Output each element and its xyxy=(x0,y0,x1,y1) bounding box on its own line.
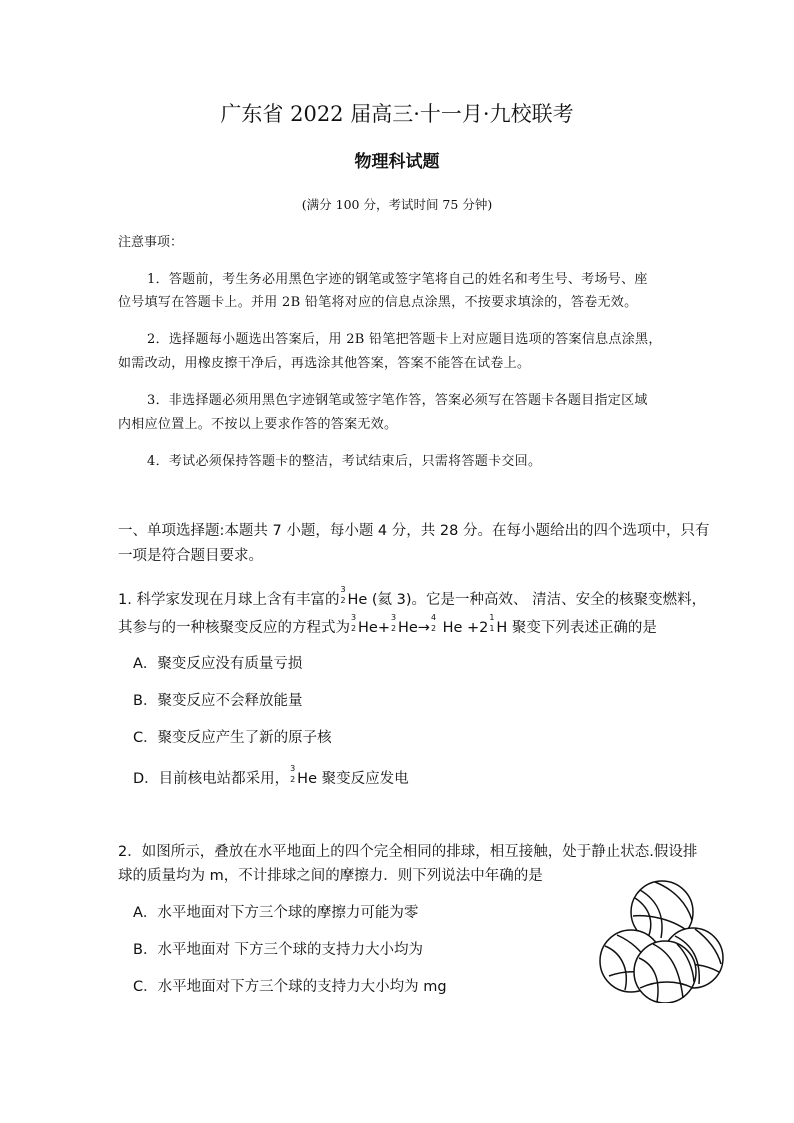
notes-heading: 注意事项： xyxy=(118,235,184,250)
question-2-line2: 球的质量均为 m，不计排球之间的摩擦力．则下列说法中年确的是 xyxy=(118,868,543,884)
note-line: 如需改动，用橡皮擦干净后，再选涂其他答案，答案不能答在试卷上。 xyxy=(118,356,531,371)
q2-option-c: C．水平地面对下方三个球的支持力大小均为 mg xyxy=(133,979,447,995)
nuclide-he3: 3 2 xyxy=(351,613,357,633)
nuclide-he3: 3 2 xyxy=(290,764,296,784)
note-line: 内相应位置上。不按以上要求作答的答案无效。 xyxy=(118,417,398,432)
exam-title: 广东省 2022 届高三·十一月·九校联考 xyxy=(220,102,574,126)
q2-option-a: A．水平地面对下方三个球的摩擦力可能为零 xyxy=(133,905,419,921)
note-line: 4．考试必须保持答题卡的整洁，考试结束后，只需将答题卡交回。 xyxy=(147,454,542,469)
nuclide-h1: 1 1 xyxy=(489,613,495,633)
question-1-line1: 1. 科学家发现在月球上含有丰富的 3 2 He (氦 3)。它是一种高效、 清洁、安全的核聚变燃料， xyxy=(118,585,707,608)
note-line: 2．选择题每小题选出答案后，用 2B 铅笔把答题卡上对应题目选项的答案信息点涂黑， xyxy=(147,332,662,347)
note-line: 1．答题前，考生务必用黑色字迹的钢笔或签字笔将自己的姓名和考生号、考场号、座 xyxy=(147,272,648,287)
question-1-line2: 其参与的一种核聚变反应的方程式为 3 2 He+ 3 2 He→ 4 2 He +2 1 1 H 聚变下列表述正确的是 xyxy=(118,613,657,636)
volleyball-stack-figure xyxy=(595,878,730,1003)
nuclide-he3: 3 2 xyxy=(390,613,397,633)
q1-option-c: C．聚变反应产生了新的原子核 xyxy=(133,730,332,746)
subject-title: 物理科试题 xyxy=(354,152,440,172)
nuclide-he3: 3 2 xyxy=(340,585,346,605)
score-info: (满分 100 分，考试时间 75 分钟) xyxy=(301,197,493,212)
q2-option-b: B．水平地面对 下方三个球的支持力大小均为 xyxy=(133,942,424,958)
volleyball-front xyxy=(634,941,696,1003)
section-heading-line2: 一项是符合题目要求。 xyxy=(118,548,263,564)
q1-option-d: D．目前核电站都采用， 3 2 He 聚变反应发电 xyxy=(133,764,409,787)
question-2-line1: 2．如图所示，叠放在水平地面上的四个完全相同的排球，相互接触，处于静止状态.假设排 xyxy=(118,844,698,860)
nuclide-he4: 4 2 xyxy=(430,613,437,633)
note-line: 3．非选择题必须用黑色字迹钢笔或签字笔作答，答案必须写在答题卡各题目指定区域 xyxy=(147,393,648,408)
q1-option-a: A．聚变反应没有质量亏损 xyxy=(133,656,303,672)
section-heading-line1: 一、单项选择题:本题共 7 小题，每小题 4 分，共 28 分。在每小题给出的四个选项中，只有 xyxy=(118,523,710,539)
q1-option-b: B．聚变反应不会释放能量 xyxy=(133,693,303,709)
note-line: 位号填写在答题卡上。并用 2B 铅笔将对应的信息点涂黑，不按要求填涂的，答卷无效。 xyxy=(118,295,638,310)
